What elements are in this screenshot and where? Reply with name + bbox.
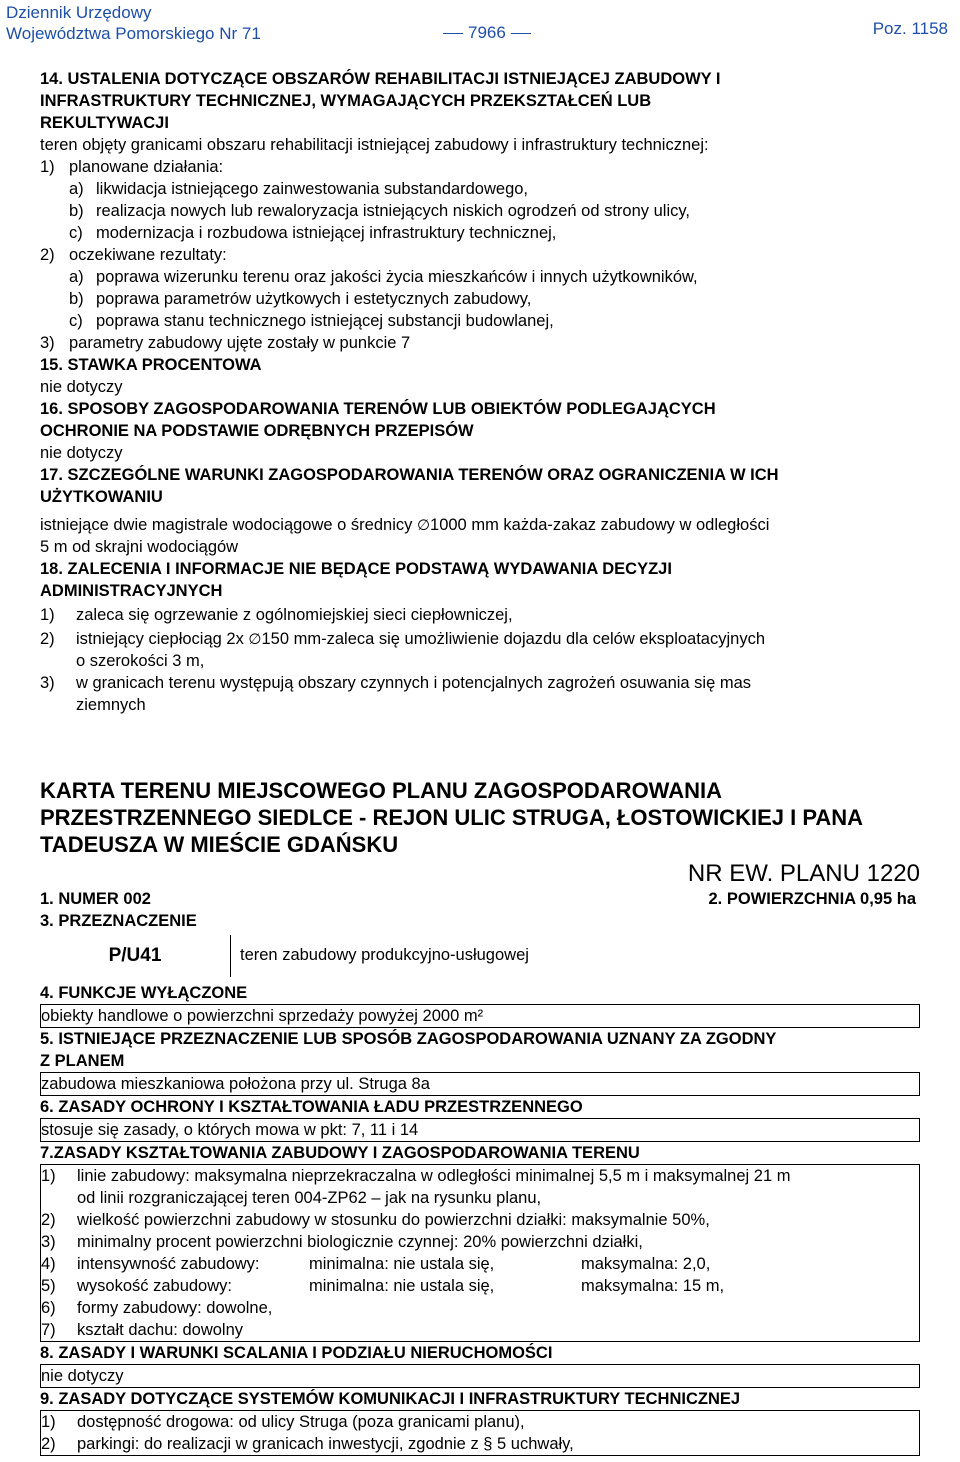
- list-letter: a): [69, 180, 84, 198]
- list-text: poprawa wizerunku terenu oraz jakości życia mieszkańców i innych użytkowników,: [96, 268, 698, 286]
- list-text: linie zabudowy: maksymalna nieprzekraczalna w odległości minimalnej 5,5 m i maksymalnej 21 m: [77, 1167, 791, 1185]
- list-text: realizacja nowych lub rewaloryzacja istniejących niskich ogrodzeń od strony ulicy,: [96, 202, 690, 220]
- list-number: 3): [40, 674, 55, 692]
- list-text: planowane działania:: [69, 158, 224, 176]
- section-7-list: [40, 1164, 920, 1342]
- list-text: wielkość powierzchni zabudowy w stosunku do powierzchni działki: maksymalnie 50%,: [77, 1211, 710, 1229]
- list-continuation: o szerokości 3 m,: [76, 652, 205, 670]
- list-text: likwidacja istniejącego zainwestowania substandardowego,: [96, 180, 529, 198]
- list-number: 7): [41, 1321, 56, 1339]
- list-letter: c): [69, 224, 83, 242]
- list-continuation: ziemnych: [76, 696, 146, 714]
- list-number: 5): [41, 1277, 56, 1295]
- section-6-title: 6. ZASADY OCHRONY I KSZTAŁTOWANIA ŁADU PRZESTRZENNEGO: [40, 1098, 583, 1116]
- list-number: 2): [40, 246, 55, 264]
- zone-symbol: P/U41: [40, 935, 231, 977]
- section-14-title: INFRASTRUKTURY TECHNICZNEJ, WYMAGAJĄCYCH PRZEKSZTAŁCEŃ LUB: [40, 92, 652, 110]
- purpose-heading: 3. PRZEZNACZENIE: [40, 912, 197, 930]
- plan-number: NR EW. PLANU 1220: [687, 860, 920, 887]
- list-number: 2): [41, 1435, 56, 1453]
- list-text: parametry zabudowy ujęte zostały w punkcie 7: [69, 334, 411, 352]
- section-6-text: stosuje się zasady, o których mowa w pkt: 7, 11 i 14: [40, 1118, 920, 1142]
- list-text: dostępność drogowa: od ulicy Struga (poza granicami planu),: [77, 1413, 525, 1431]
- list-number: 1): [41, 1413, 56, 1431]
- text-part: istniejące dwie magistrale wodociągowe o średnicy: [40, 516, 417, 534]
- section-16-title: OCHRONIE NA PODSTAWIE ODRĘBNYCH PRZEPISÓW: [40, 422, 474, 440]
- list-number: 2): [40, 630, 55, 648]
- list-text: parkingi: do realizacji w granicach inwestycji, zgodnie z § 5 uchwały,: [77, 1435, 574, 1453]
- position-number: Poz. 1158: [872, 19, 948, 38]
- section-14-title: 14. USTALENIA DOTYCZĄCE OBSZARÓW REHABILITACJI ISTNIEJĄCEJ ZABUDOWY I: [40, 70, 721, 88]
- section-18-title: ADMINISTRACYJNYCH: [40, 582, 223, 600]
- section-8-title: 8. ZASADY I WARUNKI SCALANIA I PODZIAŁU NIERUCHOMOŚCI: [40, 1344, 553, 1362]
- area-size: 2. POWIERZCHNIA 0,95 ha: [708, 890, 916, 908]
- section-18-title: 18. ZALECENIA I INFORMACJE NIE BĘDĄCE PODSTAWĄ WYDAWANIA DECYZJI: [40, 560, 672, 578]
- diameter-icon: ∅: [416, 516, 431, 534]
- list-letter: a): [69, 268, 84, 286]
- section-5-text: zabudowa mieszkaniowa położona przy ul. Struga 8a: [40, 1072, 920, 1096]
- section-17-title: UŻYTKOWANIU: [40, 488, 163, 506]
- list-number: 3): [40, 334, 55, 352]
- section-8-text: nie dotyczy: [40, 1364, 920, 1388]
- section-4-text: obiekty handlowe o powierzchni sprzedaży powyżej 2000 m²: [40, 1004, 920, 1028]
- section-5-title: Z PLANEM: [40, 1052, 125, 1070]
- list-text: minimalna: nie ustala się,: [309, 1255, 495, 1273]
- karta-title-line: TADEUSZA W MIEŚCIE GDAŃSKU: [40, 832, 399, 857]
- diameter-icon: ∅: [248, 630, 262, 648]
- list-text: w granicach terenu występują obszary czynnych i potencjalnych zagrożeń osuwania się mas: [76, 674, 752, 692]
- list-number: 1): [41, 1167, 56, 1185]
- list-number: 2): [41, 1211, 56, 1229]
- section-17-title: 17. SZCZEGÓLNE WARUNKI ZAGOSPODAROWANIA TERENÓW ORAZ OGRANICZENIA W ICH: [40, 466, 779, 484]
- section-4-title: 4. FUNKCJE WYŁĄCZONE: [40, 984, 248, 1002]
- section-14-title: REKULTYWACJI: [40, 114, 169, 132]
- document-upper: [40, 68, 920, 716]
- list-text: istniejący ciepłociąg 2x: [76, 630, 249, 648]
- list-number: 3): [41, 1233, 56, 1251]
- page-number-value: 7966: [468, 23, 506, 42]
- list-letter: b): [69, 202, 84, 220]
- page-number: [438, 23, 536, 43]
- journal-header: [6, 2, 261, 44]
- karta-title: [40, 777, 920, 858]
- journal-issue: Województwa Pomorskiego Nr 71: [6, 24, 261, 43]
- list-letter: c): [69, 312, 83, 330]
- section-9-list: [40, 1410, 920, 1456]
- area-number: 1. NUMER 002: [40, 890, 151, 908]
- zone-description: teren zabudowy produkcyjno-usługowej: [240, 946, 529, 964]
- list-text: zaleca się ogrzewanie z ogólnomiejskiej sieci ciepłowniczej,: [76, 606, 513, 624]
- section-9-title: 9. ZASADY DOTYCZĄCE SYSTEMÓW KOMUNIKACJI I INFRASTRUKTURY TECHNICZNEJ: [40, 1390, 741, 1408]
- list-continuation: od linii rozgraniczającej teren 004-ZP62 – jak na rysunku planu,: [77, 1189, 542, 1207]
- karta-title-line: PRZESTRZENNEGO SIEDLCE - REJON ULIC STRUGA, ŁOSTOWICKIEJ I PANA: [40, 805, 864, 830]
- section-7-title: 7.ZASADY KSZTAŁTOWANIA ZABUDOWY I ZAGOSPODAROWANIA TERENU: [40, 1144, 640, 1162]
- list-text: poprawa parametrów użytkowych i estetycznych zabudowy,: [96, 290, 532, 308]
- section-15-text: nie dotyczy: [40, 378, 123, 396]
- list-number: 1): [40, 158, 55, 176]
- list-text: 150 mm-zaleca się umożliwienie dojazdu dla celów eksploatacyjnych: [261, 630, 765, 648]
- list-text: kształt dachu: dowolny: [77, 1321, 244, 1339]
- dash-left: [443, 33, 463, 34]
- list-text: intensywność zabudowy:: [77, 1255, 260, 1273]
- list-text: minimalna: nie ustala się,: [309, 1277, 495, 1295]
- section-14-intro: teren objęty granicami obszaru rehabilitacji istniejącej zabudowy i infrastruktury technicznej:: [40, 136, 709, 154]
- dash-right: [511, 33, 531, 34]
- list-text: maksymalna: 15 m,: [581, 1277, 725, 1295]
- list-text: formy zabudowy: dowolne,: [77, 1299, 273, 1317]
- list-text: maksymalna: 2,0,: [581, 1255, 711, 1273]
- section-16-title: 16. SPOSOBY ZAGOSPODAROWANIA TERENÓW LUB OBIEKTÓW PODLEGAJĄCYCH: [40, 400, 716, 418]
- list-number: 1): [40, 606, 55, 624]
- list-text: poprawa stanu technicznego istniejącej substancji budowlanej,: [96, 312, 554, 330]
- list-number: 4): [41, 1255, 56, 1273]
- karta-title-line: KARTA TERENU MIEJSCOWEGO PLANU ZAGOSPODAROWANIA: [40, 778, 723, 803]
- karta-table: [40, 982, 920, 1456]
- text-part: 1000 mm każda-zakaz zabudowy w odległości: [430, 516, 770, 534]
- section-17-text: [40, 514, 920, 536]
- section-15-title: 15. STAWKA PROCENTOWA: [40, 356, 262, 374]
- list-number: 6): [41, 1299, 56, 1317]
- journal-title: Dziennik Urzędowy: [6, 3, 152, 22]
- section-16-text: nie dotyczy: [40, 444, 123, 462]
- list-text: minimalny procent powierzchni biologicznie czynnej: 20% powierzchni działki,: [77, 1233, 643, 1251]
- section-17-text: 5 m od skrajni wodociągów: [40, 538, 239, 556]
- list-text: modernizacja i rozbudowa istniejącej infrastruktury technicznej,: [96, 224, 557, 242]
- list-text: wysokość zabudowy:: [77, 1277, 232, 1295]
- section-5-title: 5. ISTNIEJĄCE PRZEZNACZENIE LUB SPOSÓB ZAGOSPODAROWANIA UZNANY ZA ZGODNY: [40, 1030, 777, 1048]
- list-letter: b): [69, 290, 84, 308]
- list-text: oczekiwane rezultaty:: [69, 246, 227, 264]
